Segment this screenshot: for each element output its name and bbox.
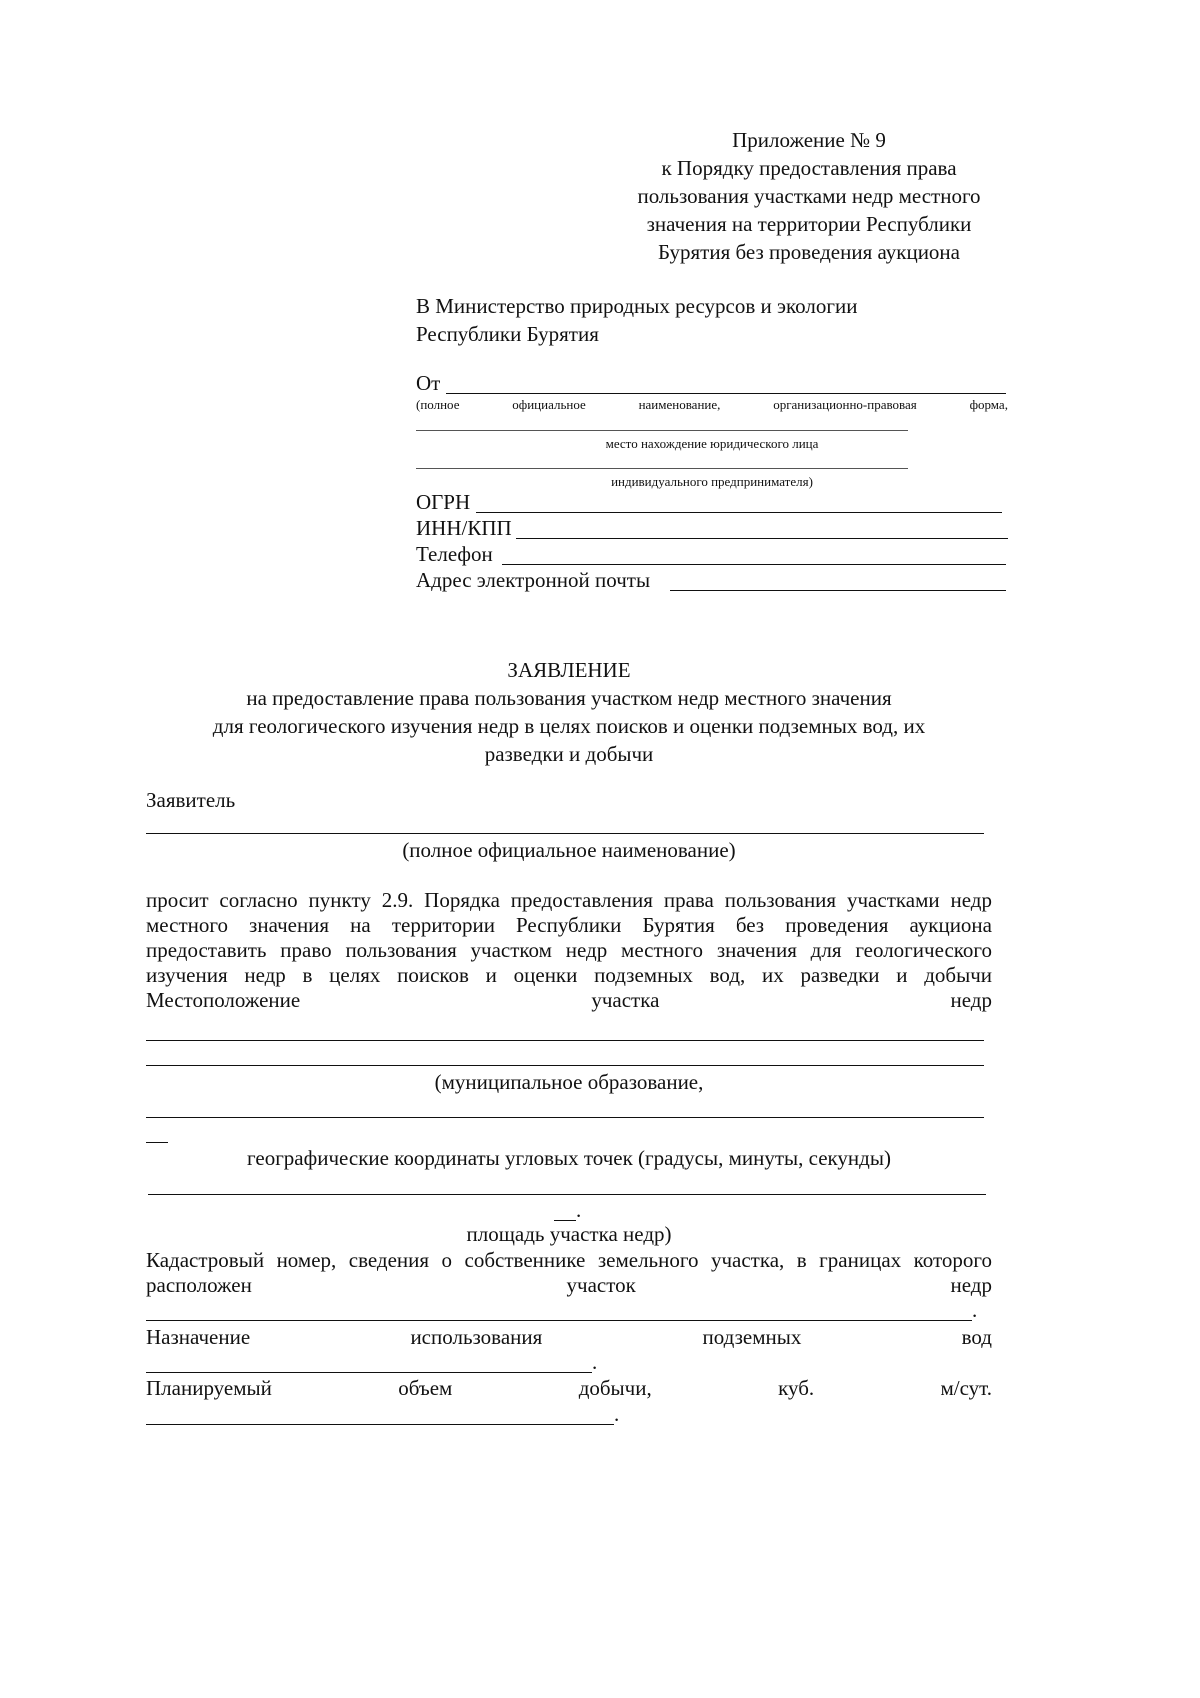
area-dot: . (576, 1198, 582, 1222)
body-paragraph (146, 888, 992, 1013)
volume-word: Планируемый (146, 1376, 272, 1400)
purpose-word: использования (410, 1325, 543, 1349)
from-hint-word: организационно-правовая (773, 397, 917, 412)
location-field[interactable] (416, 430, 908, 431)
from-hint-word: форма, (969, 397, 1008, 412)
body-line: просит согласно пункту 2.9. Порядка предоставления права пользования участками недр (146, 888, 992, 912)
phone-label: Телефон (416, 542, 493, 566)
addressee-line-2: Республики Бурятия (416, 322, 599, 346)
phone-field[interactable] (502, 564, 1006, 565)
from-hint-word: официальное (512, 397, 586, 412)
municipal-hint: (муниципальное образование, (434, 1070, 704, 1094)
applicant-hint: (полное официальное наименование) (402, 838, 736, 862)
document-title (146, 656, 992, 768)
entrepreneur-field[interactable] (416, 468, 908, 469)
location-field-1[interactable] (146, 1040, 984, 1041)
purpose-word: Назначение (146, 1325, 251, 1349)
appendix-line: к Порядку предоставления права (661, 156, 957, 180)
volume-word: м/сут. (940, 1376, 992, 1400)
ogrn-label: ОГРН (416, 490, 471, 514)
cadastral-field[interactable] (146, 1320, 972, 1321)
volume-word: объем (398, 1376, 453, 1400)
located-word: недр (950, 1273, 992, 1297)
location-word: Местоположение (146, 988, 301, 1012)
ogrn-field[interactable] (476, 512, 1002, 513)
title-line: на предоставление права пользования участком недр местного значения (246, 686, 892, 710)
title-line: разведки и добычи (484, 742, 654, 766)
cadastral-dot: . (972, 1298, 978, 1322)
addressee-line-1: В Министерство природных ресурсов и экологии (416, 294, 858, 318)
from-hint-word: наименование, (638, 397, 721, 412)
purpose-word: вод (961, 1325, 992, 1349)
area-field-tail[interactable] (554, 1220, 576, 1221)
applicant-label: Заявитель (146, 788, 236, 812)
body-line: местного значения на территории Республики Бурятия без проведения аукциона (146, 913, 992, 937)
email-label: Адрес электронной почты (416, 568, 651, 592)
addressee (416, 292, 857, 348)
coords-field-tail[interactable] (146, 1142, 168, 1143)
appendix-number: Приложение № 9 (732, 128, 886, 152)
entrepreneur-hint: индивидуального предпринимателя) (611, 474, 813, 489)
title-heading: ЗАЯВЛЕНИЕ (507, 658, 631, 682)
purpose-dot: . (592, 1350, 598, 1374)
from-hint (416, 397, 1008, 413)
volume-word: добычи, (578, 1376, 652, 1400)
cadastral-line: Кадастровый номер, сведения о собственнике земельного участка, в границах которого (146, 1248, 992, 1272)
from-field[interactable] (446, 393, 1006, 394)
location-word: участка (591, 988, 660, 1012)
purpose-row (146, 1325, 992, 1350)
email-field[interactable] (670, 590, 1006, 591)
location-word: недр (950, 988, 992, 1012)
volume-field[interactable] (146, 1424, 614, 1425)
body-line: предоставить право пользования участком недр местного значения для геологического (146, 938, 992, 962)
applicant-field[interactable] (146, 833, 984, 834)
title-line: для геологического изучения недр в целях поисков и оценки подземных вод, их (212, 714, 926, 738)
coords-hint: географические координаты угловых точек (градусы, минуты, секунды) (247, 1146, 891, 1170)
area-field[interactable] (148, 1194, 986, 1195)
volume-row (146, 1376, 992, 1401)
area-hint: площадь участка недр) (466, 1222, 672, 1246)
appendix-line: значения на территории Республики (646, 212, 972, 236)
inn-label: ИНН/КПП (416, 516, 512, 540)
location-hint: место нахождение юридического лица (605, 436, 819, 451)
location-row (146, 988, 992, 1013)
from-hint-word: (полное (416, 397, 460, 412)
volume-dot: . (614, 1402, 620, 1426)
appendix-line: пользования участками недр местного (637, 184, 981, 208)
body-line: изучения недр в целях поисков и оценки подземных вод, их разведки и добычи (146, 963, 992, 987)
volume-word: куб. (778, 1376, 815, 1400)
location-field-2[interactable] (146, 1065, 984, 1066)
appendix-block (614, 126, 1004, 266)
coords-field[interactable] (146, 1117, 984, 1118)
purpose-field[interactable] (146, 1372, 592, 1373)
appendix-line: Бурятия без проведения аукциона (657, 240, 960, 264)
located-word: участок (566, 1273, 636, 1297)
located-row (146, 1273, 992, 1298)
purpose-word: подземных (702, 1325, 802, 1349)
located-word: расположен (146, 1273, 252, 1297)
from-label: От (416, 371, 441, 395)
inn-field[interactable] (516, 538, 1008, 539)
